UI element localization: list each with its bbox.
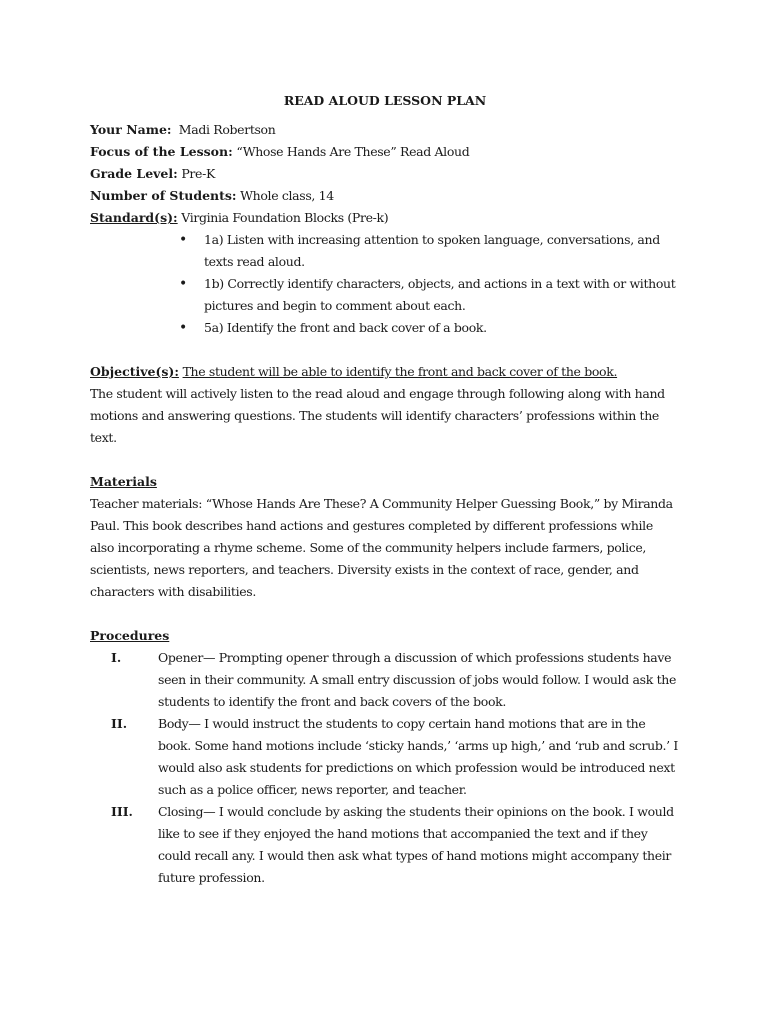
materials-section: [90, 471, 680, 603]
standards-field: Standard(s): Virginia Foundation Blocks (Pre-k): [90, 210, 389, 225]
grade-label: Grade Level: [90, 166, 174, 181]
procedure-item: [90, 713, 680, 801]
standards-list: [90, 229, 680, 339]
standard-item: • 1a) Listen with increasing attention to spoken language, conversations, and texts read aloud.: [90, 229, 680, 273]
students-label: Number of Students: [90, 188, 232, 203]
grade-value: Pre-K: [181, 166, 215, 181]
objectives-section: [90, 361, 680, 449]
procedure-item: [90, 801, 680, 889]
procedures-section: [90, 625, 680, 889]
materials-heading: Materials: [90, 474, 157, 489]
procedure-number: II.: [111, 716, 128, 731]
procedure-number: III.: [111, 804, 133, 819]
procedures-heading: Procedures: [90, 628, 170, 643]
standards-value: Virginia Foundation Blocks (Pre-k): [181, 210, 389, 225]
objectives-label: Objective(s):: [90, 364, 179, 379]
students-field: Number of Students: Whole class, 14: [90, 188, 334, 203]
focus-field: Focus of the Lesson: “Whose Hands Are These” Read Aloud: [90, 144, 470, 159]
objectives-first-line: [90, 361, 680, 383]
objectives-text: The student will actively listen to the read aloud and engage through following along with hand motions and answering questions. The students will identify characters’ professions within the text.: [90, 386, 665, 445]
standard-item: • 5a) Identify the front and back cover of a book.: [90, 317, 680, 339]
grade-field: Grade Level: Pre-K: [90, 166, 215, 181]
document-title: READ ALOUD LESSON PLAN: [283, 93, 487, 108]
students-value: Whole class, 14: [240, 188, 334, 203]
objectives-first-text: The student will be able to identify the front and back cover of the book.: [182, 364, 618, 379]
standard-item: • 1b) Correctly identify characters, objects, and actions in a text with or without pictures and begin to comment about each.: [90, 273, 680, 317]
procedure-text: Closing— I would conclude by asking the students their opinions on the book. I would like to see if they enjoyed the hand motions that accompanied the text and if they could recall any. I would then ask what types of hand motions might accompany their future profession.: [158, 804, 674, 885]
procedure-item: [90, 647, 680, 713]
procedure-number: I.: [111, 650, 122, 665]
materials-text: Teacher materials: “Whose Hands Are These? A Community Helper Guessing Book,” by Miranda Paul. This book describes hand actions and gestures completed by different professions while also incorporating a rhyme scheme. Some of the community helpers include farmers, police, scientists, news reporters, and teachers. Diversity exists in the context of race, gender, and characters with disabilities.: [90, 496, 673, 599]
procedures-list: [90, 647, 680, 889]
name-value: Madi Robertson: [178, 122, 276, 137]
name-field: Your Name: Madi Robertson: [90, 122, 276, 137]
standards-label: Standard(s): [90, 210, 174, 225]
procedure-text: Body— I would instruct the students to copy certain hand motions that are in the book. Some hand motions include ‘sticky hands,’ ‘arms up high,’ and ‘rub and scrub.’ I would also ask students for predictions on which profession would be introduced next such as a police officer, news reporter, and teacher.: [158, 716, 678, 797]
document-page: [90, 90, 680, 889]
focus-label: Focus of the Lesson: [90, 144, 229, 159]
focus-value: “Whose Hands Are These” Read Aloud: [236, 144, 470, 159]
name-label: Your Name: [90, 122, 167, 137]
procedure-text: Opener— Prompting opener through a discussion of which professions students have seen in their community. A small entry discussion of jobs would follow. I would ask the students to identify the front and back covers of the book.: [158, 650, 676, 709]
